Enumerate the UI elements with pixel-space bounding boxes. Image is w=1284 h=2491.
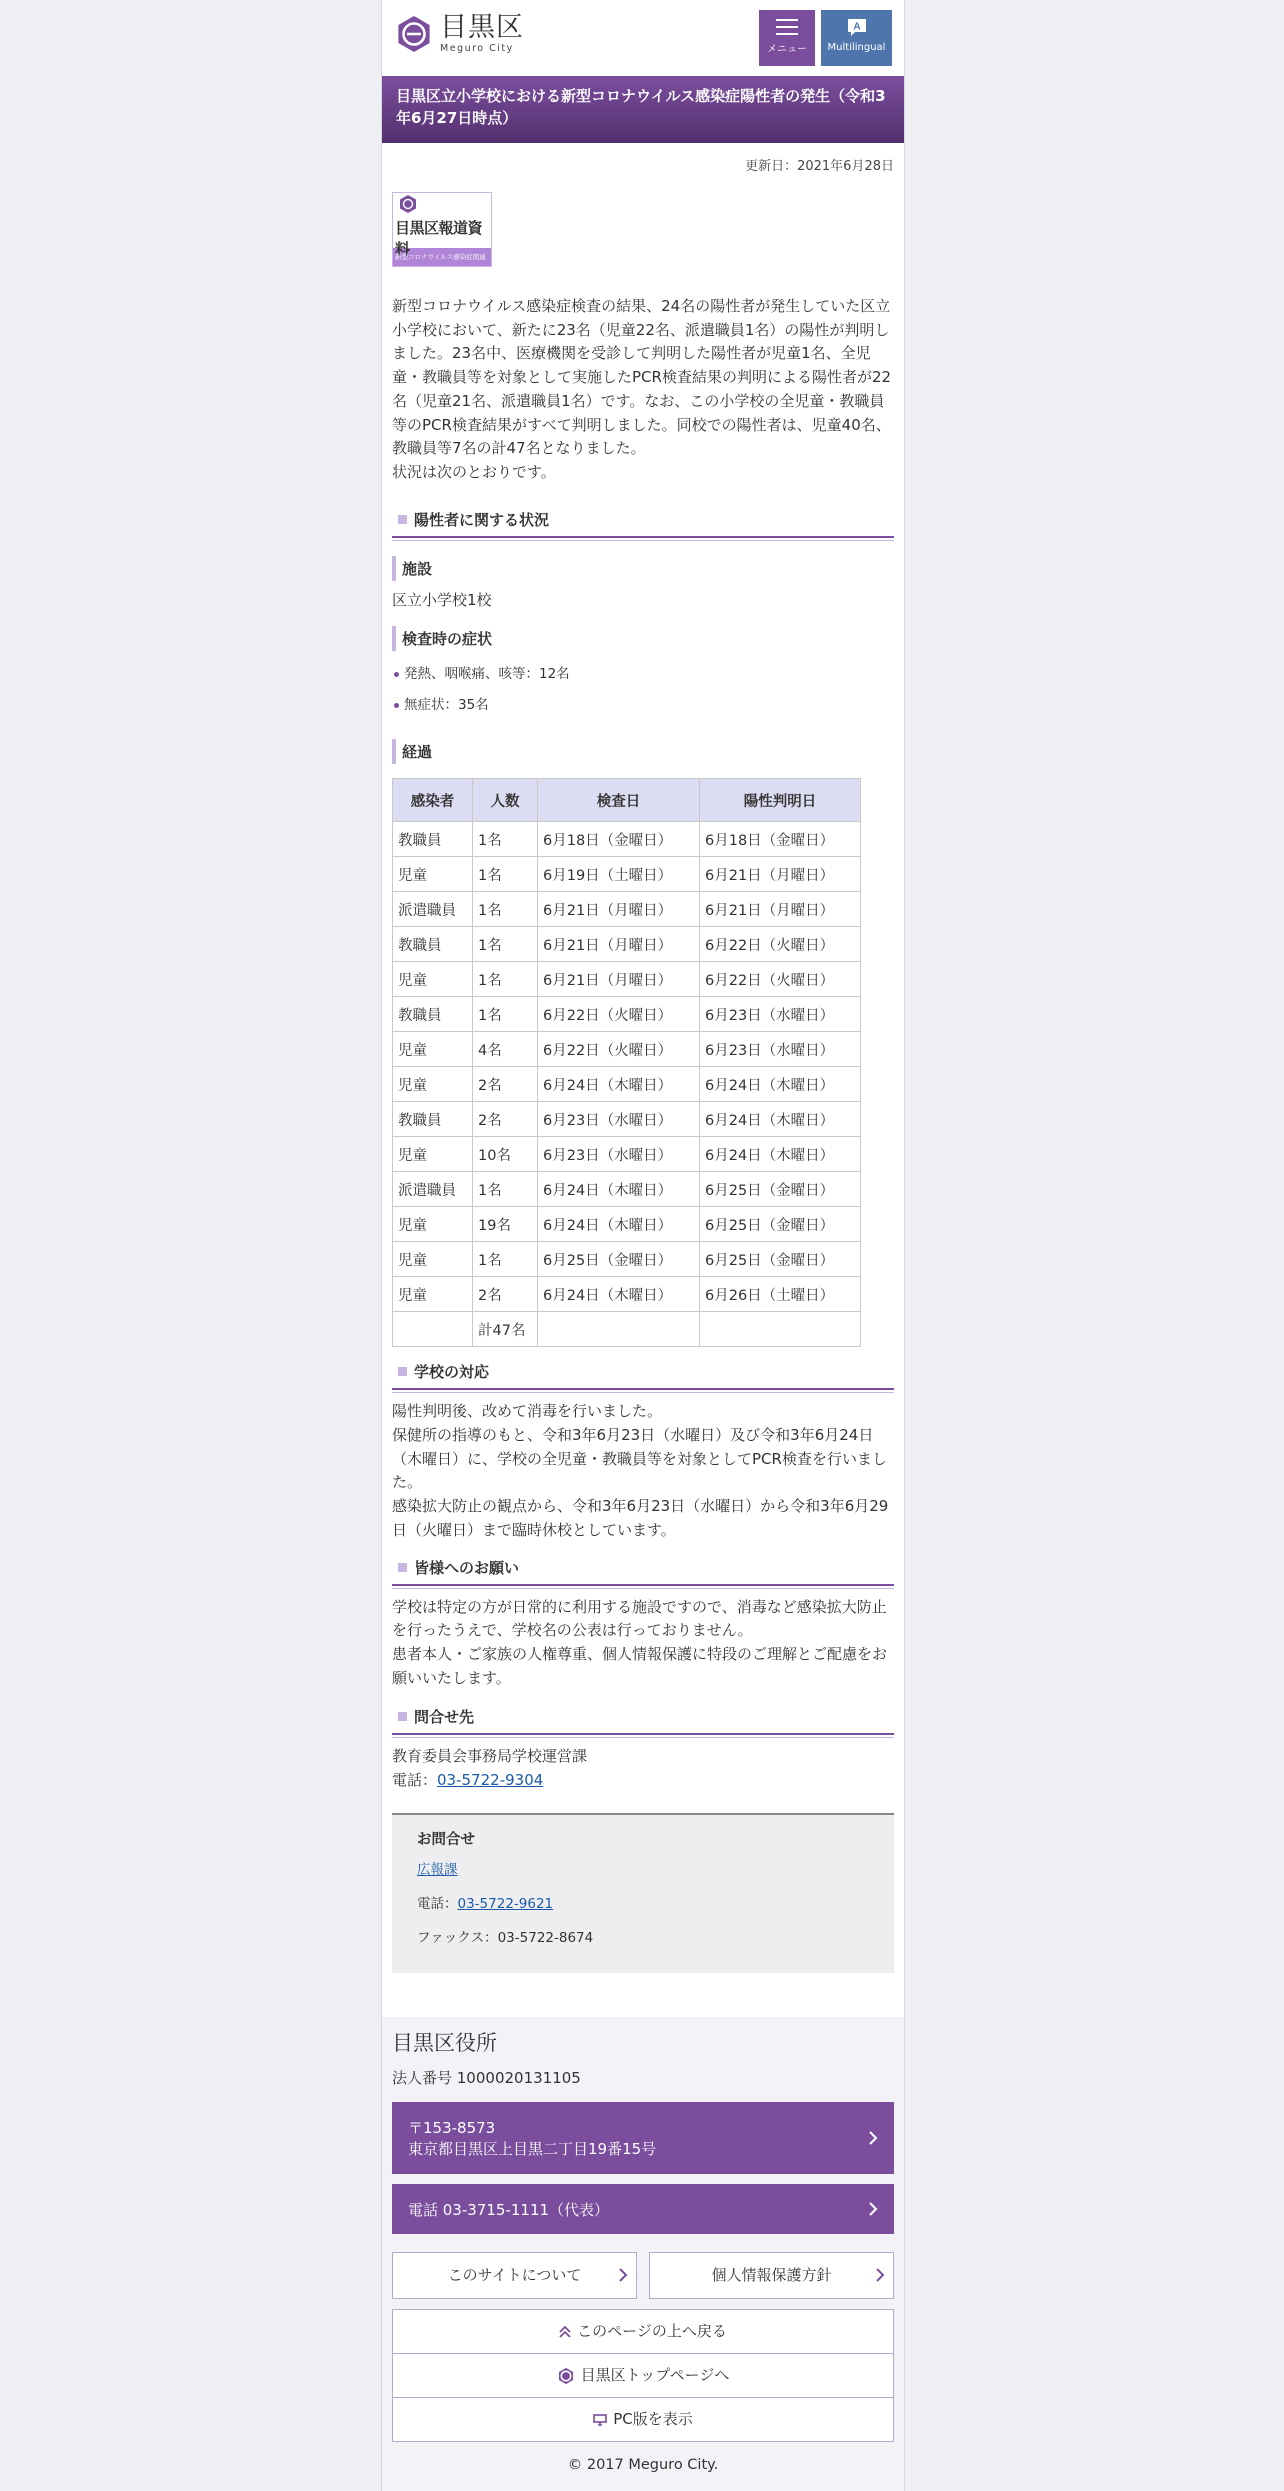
about-site-label: このサイトについて [447, 2266, 582, 2284]
intro-text [392, 295, 894, 485]
heading-progress: 経過 [392, 739, 894, 764]
request-text [392, 1596, 894, 1691]
multilingual-label: Multilingual [827, 42, 886, 53]
table-row [393, 927, 861, 962]
heading-school-response: 学校の対応 [392, 1355, 894, 1390]
list-item: 無症状：35名 [392, 690, 894, 721]
table-cell: 6月21日（月曜日） [538, 962, 700, 997]
heading-symptoms: 検査時の症状 [392, 626, 894, 651]
inquiry-dept-row [417, 1853, 869, 1887]
table-cell: 6月22日（火曜日） [700, 927, 861, 962]
multilingual-button[interactable] [821, 10, 892, 66]
table-cell: 6月18日（金曜日） [700, 822, 861, 857]
contact-text [392, 1745, 894, 1792]
table-cell: 教職員 [393, 997, 473, 1032]
page-title: 目黒区立小学校における新型コロナウイルス感染症陽性者の発生（令和3年6月27日時点） [382, 76, 904, 143]
logo-japanese: 目黒区 [440, 12, 524, 43]
table-cell: 教職員 [393, 927, 473, 962]
table-cell: 1名 [473, 997, 538, 1032]
table-cell: 1名 [473, 1172, 538, 1207]
school-response-text [392, 1400, 894, 1542]
page [381, 0, 905, 2491]
about-site-button[interactable] [392, 2252, 637, 2299]
table-cell: 6月24日（木曜日） [538, 1172, 700, 1207]
site-logo[interactable] [394, 14, 524, 54]
table-cell: 2名 [473, 1102, 538, 1137]
table-cell [393, 1312, 473, 1347]
table-cell: 6月23日（水曜日） [700, 997, 861, 1032]
table-cell [700, 1312, 861, 1347]
table-header: 陽性判明日 [700, 779, 861, 822]
table-row [393, 892, 861, 927]
table-cell: 6月21日（月曜日） [538, 892, 700, 927]
monitor-icon [593, 2414, 607, 2426]
meguro-emblem-icon [394, 14, 434, 54]
table-row [393, 1172, 861, 1207]
speech-bubble-icon [846, 18, 868, 38]
heading-request: 皆様へのお願い [392, 1551, 894, 1586]
table-cell: 2名 [473, 1067, 538, 1102]
home-button[interactable] [393, 2354, 893, 2398]
table-row [393, 1137, 861, 1172]
table-cell: 6月21日（月曜日） [700, 857, 861, 892]
table-cell: 児童 [393, 1137, 473, 1172]
copyright: © 2017 Meguro City. [567, 2457, 719, 2473]
table-cell: 児童 [393, 1242, 473, 1277]
privacy-policy-label: 個人情報保護方針 [711, 2266, 832, 2284]
table-cell: 6月23日（水曜日） [700, 1032, 861, 1067]
chevron-right-icon [868, 2130, 878, 2146]
svg-text:A: A [852, 21, 861, 33]
chevron-right-icon [875, 2267, 885, 2283]
table-cell: 6月24日（木曜日） [538, 1277, 700, 1312]
table-cell: 1名 [473, 892, 538, 927]
table-row [393, 1207, 861, 1242]
table-cell: 1名 [473, 927, 538, 962]
table-cell: 1名 [473, 857, 538, 892]
school-response-line: 陽性判明後、改めて消毒を行いました。 [392, 1402, 663, 1421]
corporate-number: 法人番号 1000020131105 [392, 2069, 581, 2087]
table-cell: 児童 [393, 1067, 473, 1102]
logo-english: Meguro City [440, 43, 514, 54]
table-cell: 派遣職員 [393, 1172, 473, 1207]
table-cell: 教職員 [393, 1102, 473, 1137]
site-header [382, 0, 904, 76]
phone-button[interactable] [392, 2184, 894, 2234]
policy-links [392, 2252, 894, 2299]
progress-table [392, 778, 861, 1347]
table-row [393, 822, 861, 857]
site-footer [382, 2017, 904, 2491]
pc-view-label: PC版を表示 [613, 2410, 693, 2428]
table-cell: 児童 [393, 1207, 473, 1242]
table-cell: 6月19日（土曜日） [538, 857, 700, 892]
main-content [382, 192, 904, 1973]
inquiry-box [392, 1813, 894, 1973]
table-row [393, 1067, 861, 1102]
symptoms-list [392, 659, 894, 721]
inquiry-fax: ファックス：03-5722-8674 [417, 1929, 594, 1946]
contact-phone-row [392, 1769, 894, 1793]
table-cell: 教職員 [393, 822, 473, 857]
contact-phone-label: 電話： [392, 1771, 438, 1790]
meguro-emblem-icon [557, 2367, 575, 2385]
main-phone-text: 電話 03-3715-1111（代表） [408, 2200, 610, 2219]
table-row [393, 1102, 861, 1137]
table-cell: 児童 [393, 857, 473, 892]
school-response-line: 感染拡大防止の観点から、令和3年6月23日（水曜日）から令和3年6月29日（火曜日）まで臨時休校としています。 [392, 1497, 889, 1539]
table-cell: 1名 [473, 1242, 538, 1277]
contact-department: 教育委員会事務局学校運営課 [392, 1747, 588, 1766]
table-cell: 4名 [473, 1032, 538, 1067]
table-cell: 児童 [393, 1032, 473, 1067]
table-cell: 児童 [393, 962, 473, 997]
table-cell: 6月25日（金曜日） [700, 1207, 861, 1242]
footer-nav [392, 2309, 894, 2442]
postal-code: 〒153-8573 [408, 2119, 496, 2137]
table-cell: 10名 [473, 1137, 538, 1172]
facility-text: 区立小学校1校 [392, 590, 492, 609]
table-cell: 1名 [473, 962, 538, 997]
press-release-subtitle: 新型コロナウイルス感染症関連 [395, 253, 486, 261]
heading-facility: 施設 [392, 556, 894, 581]
table-cell: 6月23日（水曜日） [538, 1102, 700, 1137]
table-row [393, 857, 861, 892]
table-cell: 1名 [473, 822, 538, 857]
table-cell: 6月25日（金曜日） [538, 1242, 700, 1277]
table-cell: 6月25日（金曜日） [700, 1242, 861, 1277]
table-cell: 6月22日（火曜日） [538, 997, 700, 1032]
heading-contact: 問合せ先 [392, 1700, 894, 1735]
table-cell: 6月24日（木曜日） [538, 1207, 700, 1242]
inquiry-phone-link[interactable]: 03-5722-9621 [457, 1895, 554, 1912]
table-cell: 2名 [473, 1277, 538, 1312]
contact-phone-link[interactable]: 03-5722-9304 [437, 1771, 544, 1790]
table-row [393, 1312, 861, 1347]
table-header-row [393, 779, 861, 822]
menu-label: メニュー [767, 44, 807, 55]
chevron-right-icon [868, 2201, 878, 2217]
inquiry-phone-row [417, 1887, 869, 1921]
table-cell: 6月23日（水曜日） [538, 1137, 700, 1172]
list-item: 発熱、咽喉痛、咳等：12名 [392, 659, 894, 690]
table-header: 人数 [473, 779, 538, 822]
table-header: 検査日 [538, 779, 700, 822]
heading-positive-status: 陽性者に関する状況 [392, 503, 894, 538]
press-release-title: 目黒区報道資料 [395, 219, 483, 258]
table-cell: 6月22日（火曜日） [538, 1032, 700, 1067]
table-cell: 6月26日（土曜日） [700, 1277, 861, 1312]
table-cell: 派遣職員 [393, 892, 473, 927]
table-cell: 6月24日（木曜日） [538, 1067, 700, 1102]
pc-view-button[interactable] [393, 2398, 893, 2441]
inquiry-phone-label: 電話： [417, 1895, 458, 1912]
table-cell: 児童 [393, 1277, 473, 1312]
table-cell: 6月25日（金曜日） [700, 1172, 861, 1207]
intro-paragraph: 状況は次のとおりです。 [392, 462, 556, 481]
table-row [393, 1277, 861, 1312]
inquiry-title: お問合せ [417, 1831, 475, 1848]
table-cell: 6月21日（月曜日） [700, 892, 861, 927]
table-cell: 6月24日（木曜日） [700, 1102, 861, 1137]
chevron-right-icon [618, 2267, 628, 2283]
address-button[interactable] [392, 2102, 894, 2174]
menu-button[interactable] [759, 10, 815, 66]
press-release-image [392, 192, 492, 267]
privacy-policy-button[interactable] [649, 2252, 894, 2299]
home-label: 目黒区トップページへ [580, 2366, 730, 2384]
back-to-top-button[interactable] [393, 2310, 893, 2354]
table-cell: 6月21日（月曜日） [538, 927, 700, 962]
table-header: 感染者 [393, 779, 473, 822]
hamburger-icon [776, 18, 798, 36]
back-to-top-label: このページの上へ戻る [577, 2322, 727, 2340]
request-line: 患者本人・ご家族の人権尊重、個人情報保護に特段のご理解とご配慮をお願いいたします。 [392, 1644, 888, 1687]
table-cell [538, 1312, 700, 1347]
table-row [393, 997, 861, 1032]
address-text: 東京都目黒区上目黒二丁目19番15号 [408, 2140, 657, 2158]
table-row [393, 962, 861, 997]
table-row [393, 1242, 861, 1277]
table-cell: 計47名 [473, 1312, 538, 1347]
table-cell: 6月24日（木曜日） [700, 1067, 861, 1102]
table-cell: 6月24日（木曜日） [700, 1137, 861, 1172]
double-chevron-up-icon [559, 2325, 571, 2339]
updated-date: 更新日：2021年6月28日 [745, 159, 894, 174]
school-response-line: 保健所の指導のもと、令和3年6月23日（水曜日）及び令和3年6月24日（木曜日）に、学校の全児童・教職員等を対象としてPCR検査を行いました。 [392, 1426, 887, 1492]
request-line: 学校は特定の方が日常的に利用する施設ですので、消毒など感染拡大防止を行ったうえで、学校名の公表は行っておりません。 [392, 1597, 887, 1640]
office-name: 目黒区役所 [392, 2031, 497, 2055]
inquiry-dept-link[interactable]: 広報課 [417, 1861, 458, 1878]
intro-paragraph: 新型コロナウイルス感染症検査の結果、24名の陽性者が発生していた区立小学校において、新たに23名（児童22名、派遣職員1名）の陽性が判明しました。23名中、医療機関を受診して判明した陽性者が児童1名、全児童・教職員等を対象として実施したPCR検査結果の判明による陽性者が22名（児童21名、派遣職員1名）です。なお、この小学校の全児童・教職員等のPCR検査結果がすべて判明しました。同校での陽性者は、児童40名、教職員等7名の計47名となりました。 [392, 297, 892, 458]
table-cell: 6月18日（金曜日） [538, 822, 700, 857]
table-cell: 6月22日（火曜日） [700, 962, 861, 997]
table-row [393, 1032, 861, 1067]
table-cell: 19名 [473, 1207, 538, 1242]
